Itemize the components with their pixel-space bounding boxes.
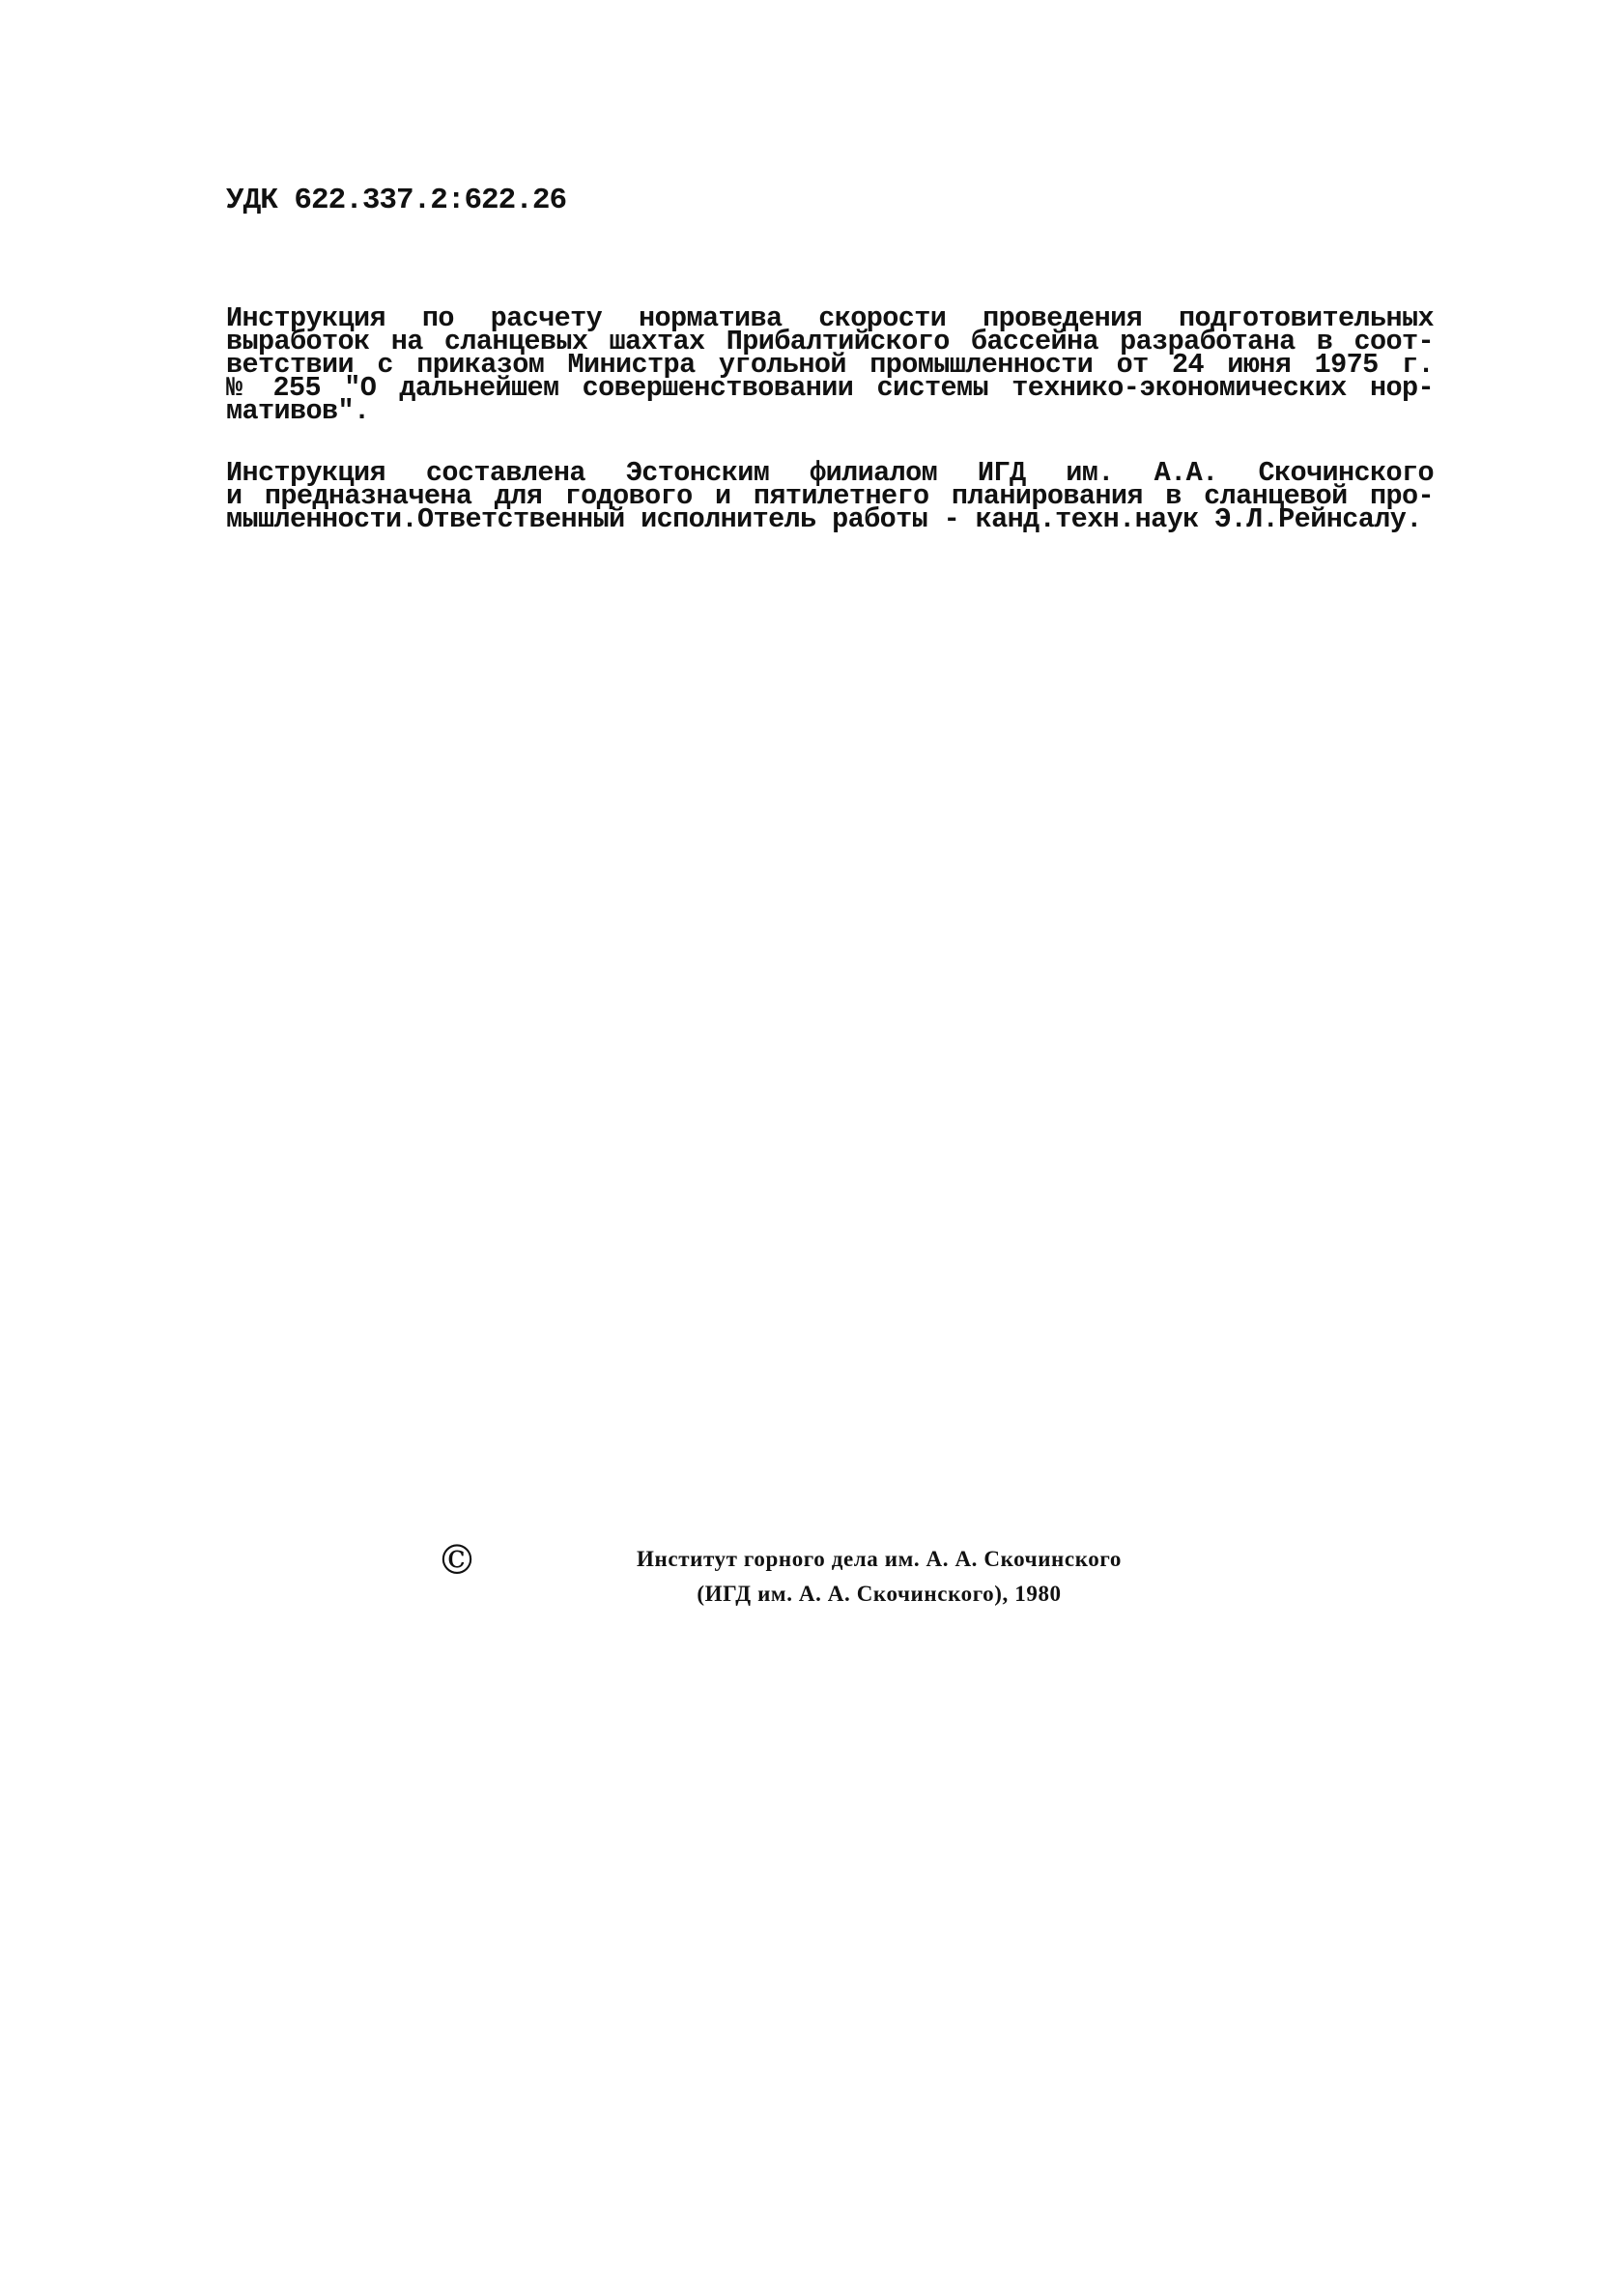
paragraph-line: мативов". [226, 395, 370, 427]
paragraph-line: мышленности.Ответственный исполнитель работы - канд.техн.наук Э.Л.Рейнсалу. [226, 503, 1422, 535]
copyright-icon: © [437, 1536, 477, 1584]
paragraph-authorship [226, 457, 1434, 535]
publisher-abbreviation-year: (ИГД им. А. А. Скочинского), 1980 [697, 1582, 1062, 1606]
paragraph-line: и предназначена для годового и пятилетнего планирования в сланцевой про- [226, 480, 1434, 512]
paragraph-line: № 255 "О дальнейшем совершенствовании системы технико-экономических нор- [226, 372, 1434, 404]
paragraph-order-reference [226, 302, 1434, 427]
publisher-name: Институт горного дела им. А. А. Скочинского [637, 1547, 1122, 1571]
paragraph-line: выработок на сланцевых шахтах Прибалтийского бассейна разработана в соот- [226, 326, 1434, 357]
udc-code: УДК 622.337.2:622.26 [226, 184, 567, 217]
paragraph-line: Инструкция составлена Эстонским филиалом ИГД им. А.А. Скочинского [226, 457, 1434, 489]
paragraph-line: Инструкция по расчету норматива скорости проведения подготовительных [226, 302, 1434, 334]
paragraph-line: ветствии с приказом Министра угольной промышленности от 24 июня 1975 г. [226, 349, 1434, 381]
